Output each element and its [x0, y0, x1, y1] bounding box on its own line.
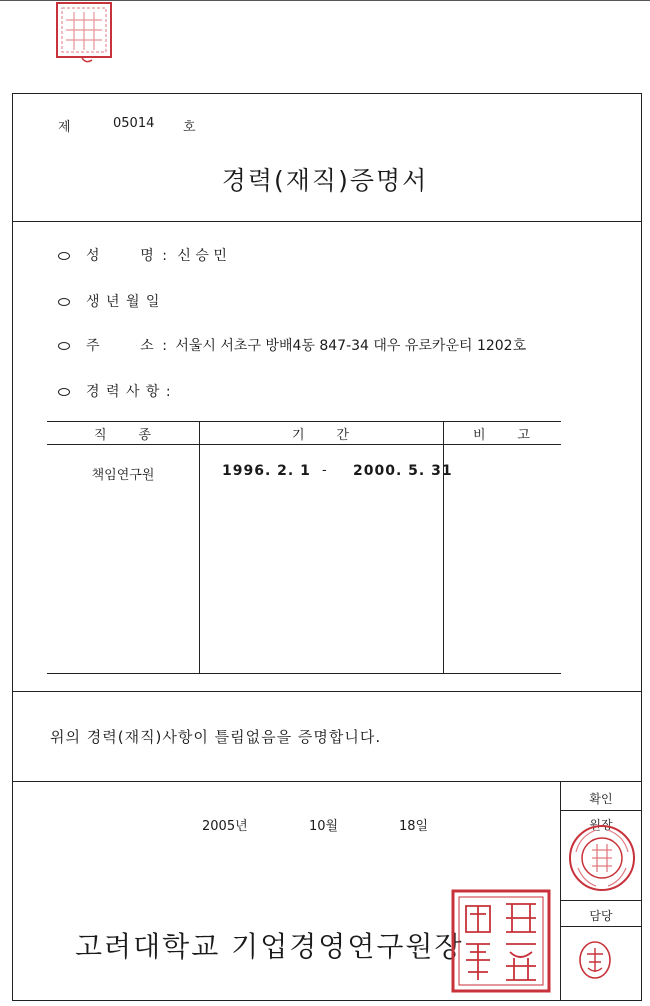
- staff-seal: [575, 938, 615, 982]
- table-section-divider: [12, 691, 642, 692]
- doc-number-suffix: 호: [183, 120, 196, 135]
- birth-field: [58, 291, 160, 311]
- issuer-name: 고려대학교 기업경영연구원장: [75, 930, 464, 963]
- certification-statement: 위의 경력(재직)사항이 틀림없음을 증명합니다.: [50, 728, 382, 746]
- doc-number: 05014: [113, 116, 155, 131]
- address-label: 주 소 :: [86, 338, 169, 354]
- director-label: 원장: [589, 818, 613, 832]
- row-end-date: 2000. 5. 31: [353, 463, 453, 479]
- name-field: [58, 245, 227, 265]
- doc-number-prefix: 제: [58, 120, 71, 135]
- row-position: 책임연구원: [91, 468, 155, 483]
- confirm-label: 확인: [589, 792, 613, 806]
- table-header-border: [47, 444, 561, 445]
- approval-divider: [560, 900, 642, 901]
- career-field: [58, 381, 172, 401]
- address-field: [58, 335, 526, 355]
- address-value: 서울시 서초구 방배4동 847-34 대우 유로카운티 1202호: [175, 338, 527, 354]
- director-round-seal: [566, 822, 638, 894]
- approval-divider: [560, 810, 642, 811]
- name-label: 성 명 :: [86, 248, 169, 264]
- name-value: 신 승 민: [177, 248, 227, 264]
- career-label: 경 력 사 항 :: [86, 384, 172, 400]
- official-square-seal: [450, 888, 552, 994]
- bullet-circle-icon: [58, 388, 70, 396]
- table-col-divider: [199, 421, 200, 674]
- header-divider: [12, 221, 642, 222]
- approval-box-left: [560, 781, 561, 1000]
- bullet-circle-icon: [58, 298, 70, 306]
- table-bottom-border: [47, 673, 561, 674]
- date-year: 2005년: [202, 819, 248, 834]
- statement-divider: [12, 781, 642, 782]
- row-date-dash: -: [322, 463, 327, 478]
- staff-label: 담당: [589, 909, 613, 923]
- top-seal-stamp: [52, 0, 116, 66]
- birth-label: 생 년 월 일: [86, 294, 161, 310]
- certificate-frame: [12, 93, 642, 1001]
- date-month: 10월: [309, 819, 339, 834]
- document-title: 경력(재직)증명서: [221, 166, 429, 195]
- header-period: 기 간: [292, 428, 350, 443]
- bullet-circle-icon: [58, 342, 70, 350]
- header-position: 직 종: [94, 428, 152, 443]
- table-col-divider: [443, 421, 444, 674]
- table-top-border: [47, 421, 561, 422]
- bullet-circle-icon: [58, 252, 70, 260]
- approval-divider: [560, 926, 642, 927]
- date-day: 18일: [399, 819, 429, 834]
- row-start-date: 1996. 2. 1: [222, 463, 311, 479]
- header-note: 비 고: [473, 428, 531, 443]
